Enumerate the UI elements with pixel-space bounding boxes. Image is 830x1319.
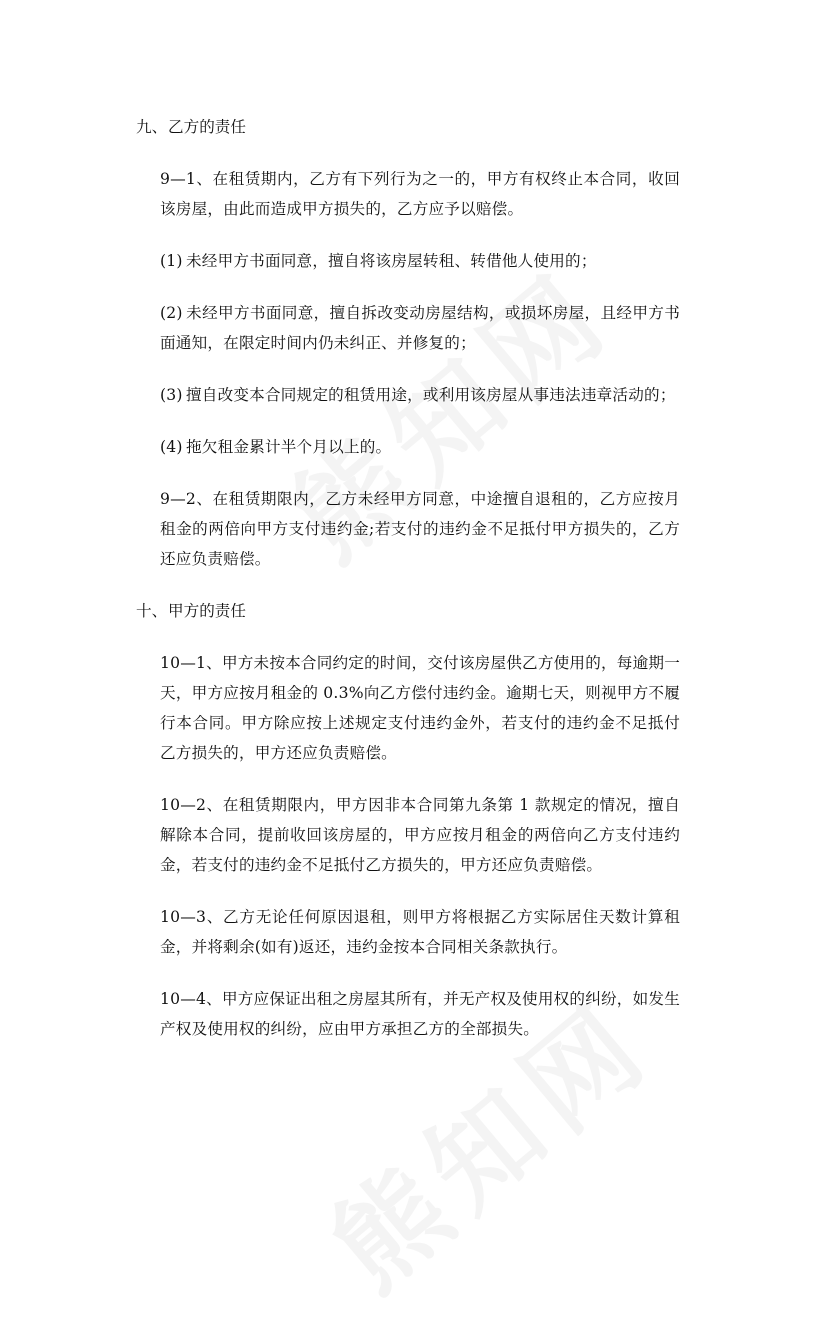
clause-10-1: 10—1、甲方未按本合同约定的时间，交付该房屋供乙方使用的，每逾期一天，甲方应按月租金的 0.3%向乙方偿付违约金。逾期七天，则视甲方不履行本合同。甲方除应按上述规定支付违约金外，若支付的违约金不足抵付乙方损失的，甲方还应负责赔偿。	[160, 654, 680, 762]
list-item-text: 未经甲方书面同意，擅自将该房屋转租、转借他人使用的；	[186, 252, 597, 270]
list-marker: (4)	[160, 438, 183, 456]
section-title: 甲方的责任	[168, 602, 246, 620]
clause-10-4: 10—4、甲方应保证出租之房屋其所有，并无产权及使用权的纠纷，如发生产权及使用权的纠纷，应由甲方承担乙方的全部损失。	[160, 990, 680, 1038]
clause-9-1: 9—1、在租赁期内，乙方有下列行为之一的，甲方有权终止本合同，收回该房屋，由此而造成甲方损失的，乙方应予以赔偿。	[160, 170, 680, 218]
list-item	[160, 432, 680, 462]
section-title: 乙方的责任	[168, 118, 246, 136]
clause-10-2: 10—2、在租赁期限内，甲方因非本合同第九条第 1 款规定的情况，擅自解除本合同，提前收回该房屋的，甲方应按月租金的两倍向乙方支付违约金，若支付的违约金不足抵付乙方损失的，甲方还应负责赔偿。	[160, 796, 680, 874]
document-body	[136, 112, 680, 1044]
section-heading-10	[136, 596, 680, 626]
clause-10-3: 10—3、乙方无论任何原因退租，则甲方将根据乙方实际居住天数计算租金，并将剩余(如有)返还，违约金按本合同相关条款执行。	[160, 908, 680, 956]
list-item-text: 拖欠租金累计半个月以上的。	[186, 438, 392, 456]
section-number: 九、	[136, 118, 168, 136]
list-item	[160, 298, 680, 358]
list-item	[160, 380, 680, 410]
clause-9-2: 9—2、在租赁期限内，乙方未经甲方同意，中途擅自退租的，乙方应按月租金的两倍向甲方支付违约金;若支付的违约金不足抵付甲方损失的，乙方还应负责赔偿。	[160, 490, 680, 568]
list-marker: (3)	[160, 386, 183, 404]
list-marker: (2)	[160, 304, 183, 322]
list-item-text: 擅自改变本合同规定的租赁用途，或利用该房屋从事违法违章活动的；	[186, 386, 676, 404]
list-item-text: 未经甲方书面同意，擅自拆改变动房屋结构，或损坏房屋，且经甲方书面通知，在限定时间内仍未纠正、并修复的；	[160, 304, 680, 352]
section-number: 十、	[136, 602, 168, 620]
list-marker: (1)	[160, 252, 183, 270]
list-item	[160, 246, 680, 276]
section-heading-9	[136, 112, 680, 142]
